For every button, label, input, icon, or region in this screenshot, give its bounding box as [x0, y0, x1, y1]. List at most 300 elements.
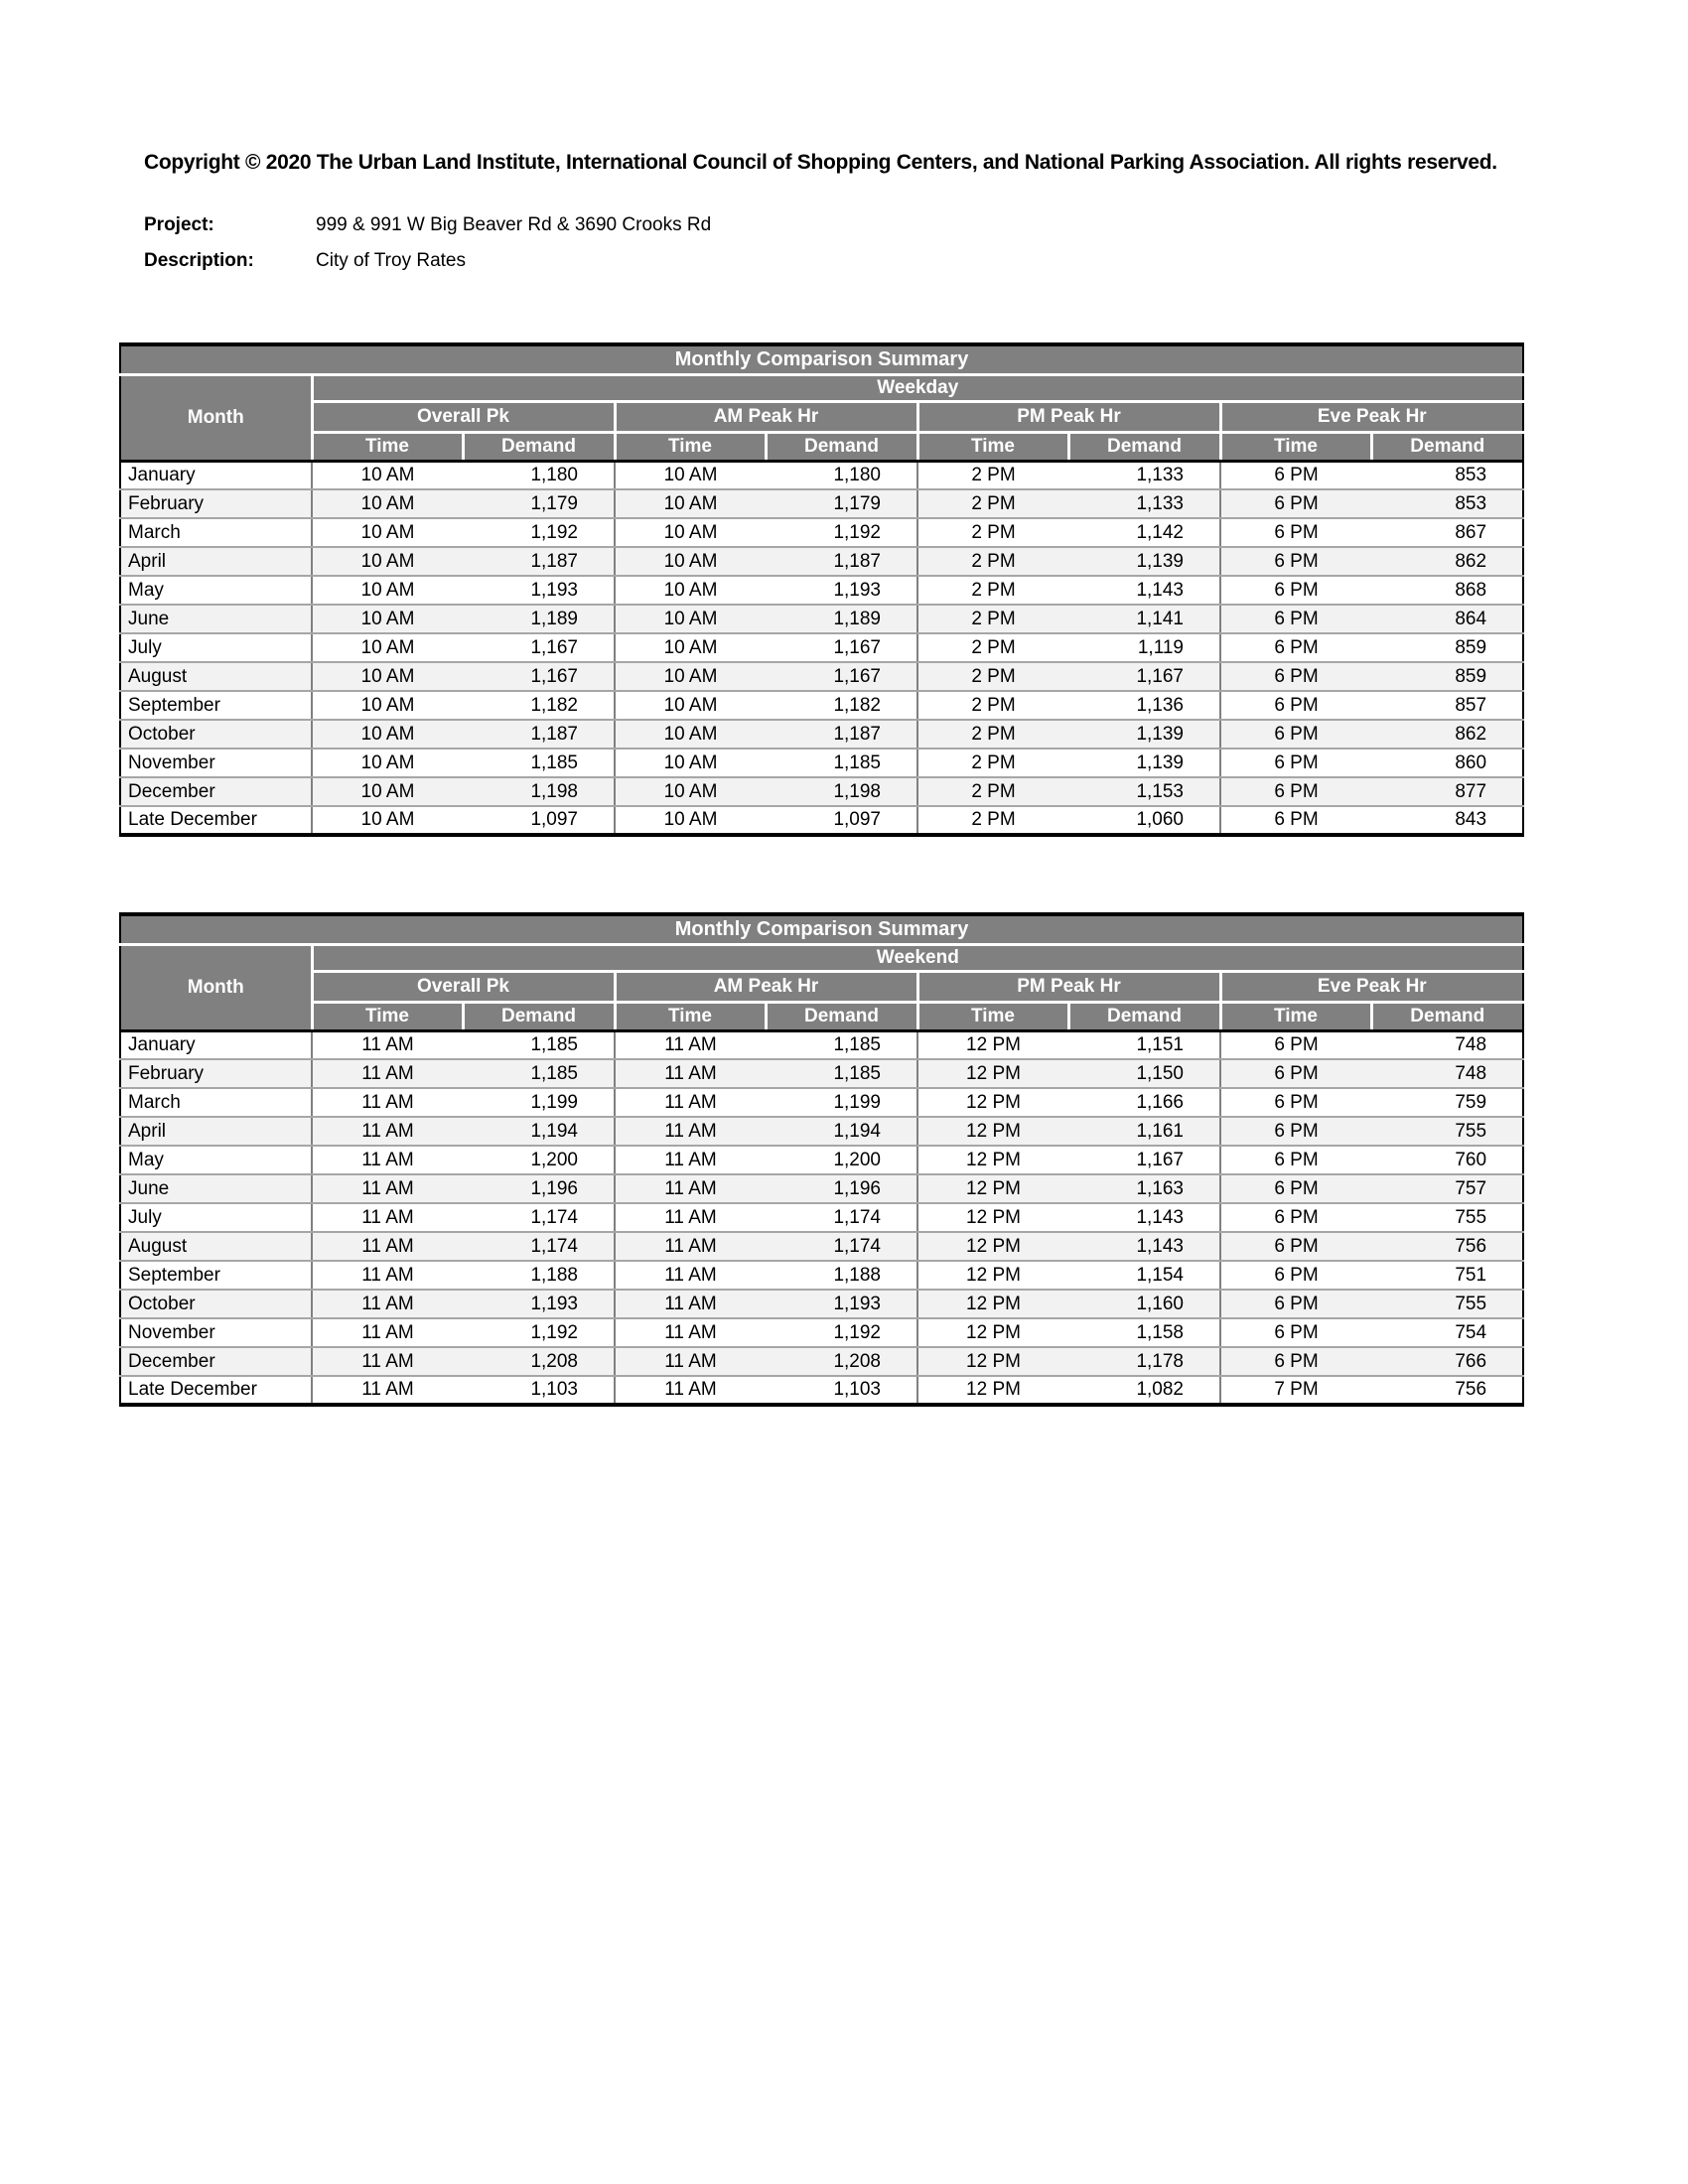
time-cell: 11 AM [615, 1059, 766, 1088]
demand-cell: 1,082 [1068, 1376, 1220, 1405]
table-row [120, 633, 1523, 662]
demand-cell: 1,188 [463, 1261, 615, 1290]
time-cell: 6 PM [1220, 1088, 1371, 1117]
time-cell: 12 PM [917, 1347, 1068, 1376]
group-header-eve-peak: Eve Peak Hr [1220, 971, 1523, 1002]
time-cell: 6 PM [1220, 518, 1371, 547]
time-cell: 6 PM [1220, 1347, 1371, 1376]
time-cell: 2 PM [917, 662, 1068, 691]
demand-cell: 853 [1371, 489, 1523, 518]
month-header-cell: Month [120, 374, 312, 461]
time-cell: 6 PM [1220, 1232, 1371, 1261]
time-cell: 6 PM [1220, 489, 1371, 518]
time-cell: 2 PM [917, 489, 1068, 518]
time-cell: 6 PM [1220, 1203, 1371, 1232]
demand-cell: 1,193 [766, 1290, 917, 1318]
subheader-demand: Demand [1371, 432, 1523, 461]
time-cell: 11 AM [312, 1030, 463, 1059]
demand-cell: 868 [1371, 576, 1523, 605]
demand-cell: 1,154 [1068, 1261, 1220, 1290]
subheader-time: Time [615, 1002, 766, 1030]
time-cell: 10 AM [615, 605, 766, 633]
project-label: Project: [144, 214, 214, 235]
time-cell: 12 PM [917, 1376, 1068, 1405]
document-meta [144, 214, 711, 286]
demand-cell: 1,185 [463, 1030, 615, 1059]
demand-cell: 1,133 [1068, 489, 1220, 518]
time-cell: 11 AM [312, 1232, 463, 1261]
time-cell: 11 AM [615, 1146, 766, 1174]
time-cell: 10 AM [615, 720, 766, 749]
demand-cell: 1,185 [463, 749, 615, 777]
demand-cell: 751 [1371, 1261, 1523, 1290]
time-cell: 10 AM [312, 749, 463, 777]
subheader-time: Time [1220, 432, 1371, 461]
demand-cell: 1,150 [1068, 1059, 1220, 1088]
time-cell: 6 PM [1220, 547, 1371, 576]
table-row [120, 1088, 1523, 1117]
time-cell: 2 PM [917, 720, 1068, 749]
month-cell: February [120, 489, 312, 518]
time-cell: 2 PM [917, 691, 1068, 720]
table-row [120, 1174, 1523, 1203]
time-cell: 2 PM [917, 461, 1068, 489]
demand-cell: 1,180 [766, 461, 917, 489]
demand-cell: 1,189 [766, 605, 917, 633]
table-row [120, 1318, 1523, 1347]
table-row [120, 1203, 1523, 1232]
demand-cell: 1,174 [463, 1203, 615, 1232]
month-cell: November [120, 1318, 312, 1347]
demand-cell: 766 [1371, 1347, 1523, 1376]
time-cell: 6 PM [1220, 576, 1371, 605]
subheader-demand: Demand [766, 1002, 917, 1030]
time-cell: 6 PM [1220, 633, 1371, 662]
project-value: 999 & 991 W Big Beaver Rd & 3690 Crooks Rd [316, 214, 712, 235]
month-cell: July [120, 633, 312, 662]
time-cell: 10 AM [615, 489, 766, 518]
demand-cell: 1,163 [1068, 1174, 1220, 1203]
demand-cell: 1,182 [463, 691, 615, 720]
demand-cell: 1,139 [1068, 720, 1220, 749]
time-cell: 6 PM [1220, 1174, 1371, 1203]
table-row [120, 518, 1523, 547]
table-row [120, 576, 1523, 605]
table-row [120, 1347, 1523, 1376]
weekend-summary-table [119, 912, 1522, 1407]
daytype-header-cell: Weekend [312, 944, 1523, 971]
time-cell: 11 AM [312, 1290, 463, 1318]
group-header-pm-peak: PM Peak Hr [917, 401, 1220, 432]
time-cell: 10 AM [615, 547, 766, 576]
demand-cell: 759 [1371, 1088, 1523, 1117]
demand-cell: 1,179 [463, 489, 615, 518]
table-row [120, 547, 1523, 576]
demand-cell: 1,192 [463, 1318, 615, 1347]
time-cell: 6 PM [1220, 1059, 1371, 1088]
table-row [120, 749, 1523, 777]
demand-cell: 755 [1371, 1290, 1523, 1318]
table-row [120, 1232, 1523, 1261]
month-cell: November [120, 749, 312, 777]
month-cell: May [120, 576, 312, 605]
demand-cell: 1,188 [766, 1261, 917, 1290]
group-header-pm-peak: PM Peak Hr [917, 971, 1220, 1002]
month-cell: October [120, 1290, 312, 1318]
demand-cell: 859 [1371, 633, 1523, 662]
month-cell: January [120, 1030, 312, 1059]
time-cell: 10 AM [615, 806, 766, 835]
demand-cell: 1,167 [766, 662, 917, 691]
month-cell: March [120, 1088, 312, 1117]
demand-cell: 1,193 [463, 1290, 615, 1318]
table-row [120, 691, 1523, 720]
time-cell: 12 PM [917, 1290, 1068, 1318]
demand-cell: 1,180 [463, 461, 615, 489]
time-cell: 2 PM [917, 518, 1068, 547]
demand-cell: 1,139 [1068, 547, 1220, 576]
subheader-time: Time [1220, 1002, 1371, 1030]
demand-cell: 1,143 [1068, 576, 1220, 605]
project-row [144, 214, 711, 236]
time-cell: 10 AM [312, 633, 463, 662]
demand-cell: 1,196 [463, 1174, 615, 1203]
demand-cell: 1,199 [766, 1088, 917, 1117]
time-cell: 11 AM [615, 1117, 766, 1146]
demand-cell: 757 [1371, 1174, 1523, 1203]
time-cell: 10 AM [615, 576, 766, 605]
time-cell: 11 AM [312, 1376, 463, 1405]
time-cell: 7 PM [1220, 1376, 1371, 1405]
daytype-header-cell: Weekday [312, 374, 1523, 401]
demand-cell: 1,136 [1068, 691, 1220, 720]
demand-cell: 1,187 [766, 720, 917, 749]
subheader-demand: Demand [463, 1002, 615, 1030]
demand-cell: 748 [1371, 1030, 1523, 1059]
time-cell: 2 PM [917, 547, 1068, 576]
demand-cell: 754 [1371, 1318, 1523, 1347]
month-cell: January [120, 461, 312, 489]
demand-cell: 1,158 [1068, 1318, 1220, 1347]
time-cell: 12 PM [917, 1203, 1068, 1232]
demand-cell: 1,143 [1068, 1203, 1220, 1232]
month-cell: October [120, 720, 312, 749]
demand-cell: 755 [1371, 1117, 1523, 1146]
time-cell: 11 AM [615, 1261, 766, 1290]
demand-cell: 1,198 [463, 777, 615, 806]
time-cell: 6 PM [1220, 1146, 1371, 1174]
demand-cell: 1,199 [463, 1088, 615, 1117]
time-cell: 11 AM [312, 1088, 463, 1117]
time-cell: 11 AM [312, 1059, 463, 1088]
group-header-overall-pk: Overall Pk [312, 401, 615, 432]
demand-cell: 1,208 [463, 1347, 615, 1376]
subheader-demand: Demand [463, 432, 615, 461]
demand-cell: 760 [1371, 1146, 1523, 1174]
time-cell: 11 AM [615, 1290, 766, 1318]
time-cell: 10 AM [615, 749, 766, 777]
demand-cell: 1,192 [463, 518, 615, 547]
description-row [144, 250, 711, 272]
time-cell: 6 PM [1220, 720, 1371, 749]
demand-cell: 1,097 [766, 806, 917, 835]
time-cell: 6 PM [1220, 1261, 1371, 1290]
time-cell: 10 AM [615, 691, 766, 720]
month-cell: Late December [120, 1376, 312, 1405]
demand-cell: 853 [1371, 461, 1523, 489]
time-cell: 11 AM [312, 1261, 463, 1290]
demand-cell: 1,178 [1068, 1347, 1220, 1376]
demand-cell: 1,187 [463, 720, 615, 749]
time-cell: 10 AM [312, 691, 463, 720]
table-row [120, 1117, 1523, 1146]
demand-cell: 1,161 [1068, 1117, 1220, 1146]
time-cell: 11 AM [312, 1203, 463, 1232]
table-row [120, 1030, 1523, 1059]
month-cell: July [120, 1203, 312, 1232]
time-cell: 10 AM [615, 662, 766, 691]
demand-cell: 1,208 [766, 1347, 917, 1376]
demand-cell: 1,200 [766, 1146, 917, 1174]
demand-cell: 1,198 [766, 777, 917, 806]
subheader-time: Time [312, 432, 463, 461]
time-cell: 12 PM [917, 1117, 1068, 1146]
demand-cell: 1,174 [766, 1232, 917, 1261]
demand-cell: 1,194 [766, 1117, 917, 1146]
time-cell: 10 AM [615, 518, 766, 547]
subheader-demand: Demand [766, 432, 917, 461]
time-cell: 12 PM [917, 1059, 1068, 1088]
time-cell: 10 AM [615, 777, 766, 806]
time-cell: 10 AM [312, 777, 463, 806]
month-cell: April [120, 1117, 312, 1146]
demand-cell: 1,119 [1068, 633, 1220, 662]
table-row [120, 605, 1523, 633]
demand-cell: 748 [1371, 1059, 1523, 1088]
table-row [120, 1376, 1523, 1405]
demand-cell: 864 [1371, 605, 1523, 633]
time-cell: 11 AM [615, 1232, 766, 1261]
time-cell: 2 PM [917, 806, 1068, 835]
demand-cell: 1,189 [463, 605, 615, 633]
time-cell: 10 AM [312, 576, 463, 605]
time-cell: 11 AM [615, 1376, 766, 1405]
demand-cell: 1,167 [1068, 662, 1220, 691]
time-cell: 6 PM [1220, 662, 1371, 691]
demand-cell: 1,060 [1068, 806, 1220, 835]
demand-cell: 1,192 [766, 1318, 917, 1347]
month-cell: September [120, 1261, 312, 1290]
demand-cell: 1,167 [766, 633, 917, 662]
demand-cell: 1,166 [1068, 1088, 1220, 1117]
group-header-am-peak: AM Peak Hr [615, 401, 917, 432]
demand-cell: 1,167 [463, 662, 615, 691]
demand-cell: 1,187 [766, 547, 917, 576]
time-cell: 11 AM [312, 1174, 463, 1203]
table-title: Monthly Comparison Summary [120, 344, 1523, 374]
month-cell: August [120, 1232, 312, 1261]
demand-cell: 1,141 [1068, 605, 1220, 633]
time-cell: 12 PM [917, 1088, 1068, 1117]
time-cell: 11 AM [615, 1174, 766, 1203]
month-cell: June [120, 1174, 312, 1203]
month-cell: February [120, 1059, 312, 1088]
table-row [120, 461, 1523, 489]
time-cell: 12 PM [917, 1146, 1068, 1174]
month-cell: June [120, 605, 312, 633]
demand-cell: 862 [1371, 547, 1523, 576]
time-cell: 11 AM [615, 1030, 766, 1059]
time-cell: 12 PM [917, 1318, 1068, 1347]
time-cell: 6 PM [1220, 806, 1371, 835]
time-cell: 2 PM [917, 576, 1068, 605]
demand-cell: 1,187 [463, 547, 615, 576]
time-cell: 6 PM [1220, 777, 1371, 806]
month-cell: December [120, 1347, 312, 1376]
time-cell: 11 AM [615, 1347, 766, 1376]
demand-cell: 1,185 [766, 749, 917, 777]
demand-cell: 1,142 [1068, 518, 1220, 547]
month-cell: August [120, 662, 312, 691]
time-cell: 11 AM [312, 1117, 463, 1146]
time-cell: 10 AM [312, 518, 463, 547]
time-cell: 2 PM [917, 633, 1068, 662]
subheader-demand: Demand [1371, 1002, 1523, 1030]
time-cell: 12 PM [917, 1174, 1068, 1203]
time-cell: 10 AM [312, 547, 463, 576]
time-cell: 6 PM [1220, 749, 1371, 777]
subheader-time: Time [917, 432, 1068, 461]
demand-cell: 1,160 [1068, 1290, 1220, 1318]
demand-cell: 1,179 [766, 489, 917, 518]
demand-cell: 1,139 [1068, 749, 1220, 777]
demand-cell: 1,194 [463, 1117, 615, 1146]
demand-cell: 860 [1371, 749, 1523, 777]
table-row [120, 1290, 1523, 1318]
demand-cell: 756 [1371, 1232, 1523, 1261]
demand-cell: 1,143 [1068, 1232, 1220, 1261]
table-row [120, 489, 1523, 518]
subheader-time: Time [312, 1002, 463, 1030]
time-cell: 10 AM [312, 489, 463, 518]
copyright-text: Copyright © 2020 The Urban Land Institute, International Council of Shopping Centers, and National Parking Association. All rights reserved. [144, 151, 1497, 174]
time-cell: 10 AM [312, 806, 463, 835]
group-header-am-peak: AM Peak Hr [615, 971, 917, 1002]
time-cell: 10 AM [312, 720, 463, 749]
demand-cell: 1,185 [463, 1059, 615, 1088]
time-cell: 11 AM [615, 1088, 766, 1117]
time-cell: 2 PM [917, 777, 1068, 806]
table-title: Monthly Comparison Summary [120, 914, 1523, 944]
month-cell: Late December [120, 806, 312, 835]
time-cell: 10 AM [312, 662, 463, 691]
demand-cell: 1,185 [766, 1030, 917, 1059]
demand-cell: 857 [1371, 691, 1523, 720]
demand-cell: 1,174 [463, 1232, 615, 1261]
demand-cell: 1,167 [463, 633, 615, 662]
group-header-overall-pk: Overall Pk [312, 971, 615, 1002]
month-cell: March [120, 518, 312, 547]
time-cell: 11 AM [615, 1203, 766, 1232]
time-cell: 10 AM [312, 461, 463, 489]
time-cell: 12 PM [917, 1232, 1068, 1261]
subheader-time: Time [615, 432, 766, 461]
table-row [120, 1059, 1523, 1088]
demand-cell: 843 [1371, 806, 1523, 835]
time-cell: 6 PM [1220, 1290, 1371, 1318]
demand-cell: 1,182 [766, 691, 917, 720]
demand-cell: 1,193 [463, 576, 615, 605]
table-row [120, 777, 1523, 806]
demand-cell: 1,103 [463, 1376, 615, 1405]
table-row [120, 1261, 1523, 1290]
table-row [120, 806, 1523, 835]
month-cell: September [120, 691, 312, 720]
demand-cell: 877 [1371, 777, 1523, 806]
time-cell: 6 PM [1220, 461, 1371, 489]
time-cell: 10 AM [615, 461, 766, 489]
demand-cell: 1,103 [766, 1376, 917, 1405]
time-cell: 6 PM [1220, 1030, 1371, 1059]
month-cell: December [120, 777, 312, 806]
time-cell: 10 AM [312, 605, 463, 633]
subheader-demand: Demand [1068, 432, 1220, 461]
table-row [120, 720, 1523, 749]
demand-cell: 1,174 [766, 1203, 917, 1232]
time-cell: 2 PM [917, 605, 1068, 633]
demand-cell: 1,097 [463, 806, 615, 835]
time-cell: 6 PM [1220, 1318, 1371, 1347]
time-cell: 12 PM [917, 1261, 1068, 1290]
table-row [120, 1146, 1523, 1174]
demand-cell: 1,151 [1068, 1030, 1220, 1059]
time-cell: 6 PM [1220, 1117, 1371, 1146]
group-header-eve-peak: Eve Peak Hr [1220, 401, 1523, 432]
time-cell: 6 PM [1220, 691, 1371, 720]
time-cell: 6 PM [1220, 605, 1371, 633]
time-cell: 2 PM [917, 749, 1068, 777]
time-cell: 11 AM [615, 1318, 766, 1347]
time-cell: 11 AM [312, 1318, 463, 1347]
time-cell: 11 AM [312, 1146, 463, 1174]
demand-cell: 1,200 [463, 1146, 615, 1174]
time-cell: 11 AM [312, 1347, 463, 1376]
demand-cell: 1,185 [766, 1059, 917, 1088]
month-cell: April [120, 547, 312, 576]
time-cell: 12 PM [917, 1030, 1068, 1059]
description-label: Description: [144, 250, 254, 271]
demand-cell: 862 [1371, 720, 1523, 749]
demand-cell: 859 [1371, 662, 1523, 691]
subheader-demand: Demand [1068, 1002, 1220, 1030]
description-value: City of Troy Rates [316, 250, 466, 271]
subheader-time: Time [917, 1002, 1068, 1030]
demand-cell: 1,192 [766, 518, 917, 547]
demand-cell: 867 [1371, 518, 1523, 547]
demand-cell: 1,153 [1068, 777, 1220, 806]
demand-cell: 1,196 [766, 1174, 917, 1203]
time-cell: 10 AM [615, 633, 766, 662]
demand-cell: 1,133 [1068, 461, 1220, 489]
month-header-cell: Month [120, 944, 312, 1030]
weekday-summary-table [119, 342, 1522, 837]
demand-cell: 756 [1371, 1376, 1523, 1405]
demand-cell: 1,193 [766, 576, 917, 605]
month-cell: May [120, 1146, 312, 1174]
demand-cell: 755 [1371, 1203, 1523, 1232]
demand-cell: 1,167 [1068, 1146, 1220, 1174]
table-row [120, 662, 1523, 691]
